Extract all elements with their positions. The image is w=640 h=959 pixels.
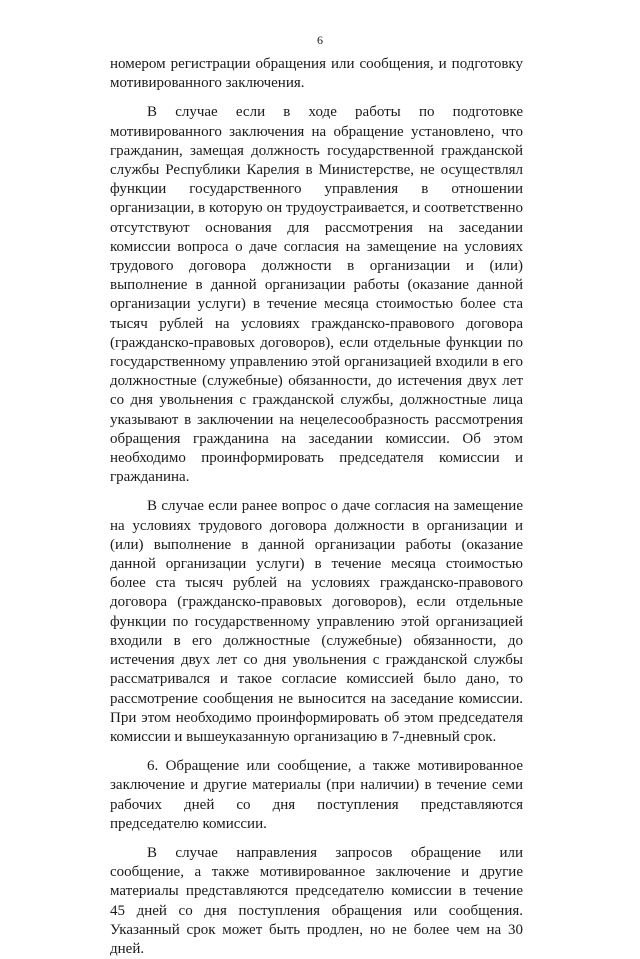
document-body [110, 55, 523, 959]
paragraph-consent-previously-given: В случае если ранее вопрос о даче согласия на замещение на условиях трудового договора должности в организации и (или) выполнение в данной организации работы (оказание данной организации услуги) в течение месяца стоимостью более ста тысяч рублей на условиях гражданско-правового договора (гражданско-правовых договоров), если отдельные функции по государственному управлению этой организацией входили в его должностные (служебные) обязанности, до истечения двух лет со дня увольнения с гражданской службы рассматривался и такое согласие комиссией было дано, то рассмотрение сообщения не выносится на заседание комиссии. При этом необходимо проинформировать об этом председателя комиссии и вышеуказанную организацию в 7-дневный срок. [110, 498, 523, 745]
paragraph-item-6: 6. Обращение или сообщение, а также мотивированное заключение и другие материалы (при наличии) в течение семи рабочих дней со дня поступления представляются председателю комиссии. [110, 758, 523, 832]
paragraph-continuation: номером регистрации обращения или сообщения, и подготовку мотивированного заключения. [110, 56, 523, 92]
paragraph-requests-deadline: В случае направления запросов обращение или сообщение, а также мотивированное заключение и другие материалы представляются председателю комиссии в течение 45 дней со дня поступления обращения или сообщения. Указанный срок может быть продлен, но не более чем на 30 дней. [110, 844, 523, 957]
paragraph-no-grounds-for-review: В случае если в ходе работы по подготовке мотивированного заключения на обращение установлено, что гражданин, замещая должность государственной гражданской службы Республики Карелия в Министерстве, не осуществлял функции государственного управления в отношении организации, в которую он трудоустраивается, и соответственно отсутствуют основания для рассмотрения на заседании комиссии вопроса о даче согласия на замещение на условиях трудового договора должности в организации и (или) выполнение в данной организации работы (оказание данной организации услуги) в течение месяца стоимостью более ста тысяч рублей на условиях гражданско-правового договора (гражданско-правовых договоров), если отдельные функции по государственному управлению этой организацией входили в его должностные (служебные) обязанности, до истечения двух лет со дня увольнения с гражданской службы, должностные лица указывают в заключении на нецелесообразность рассмотрения обращения гражданина на заседании комиссии. Об этом необходимо проинформировать председателя комиссии и гражданина. [110, 104, 523, 486]
page-number: 6 [317, 33, 323, 47]
